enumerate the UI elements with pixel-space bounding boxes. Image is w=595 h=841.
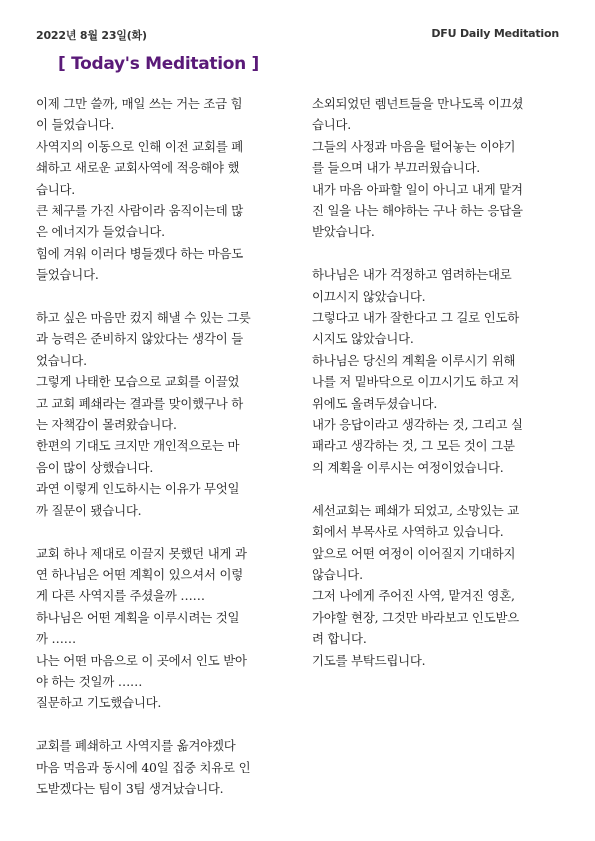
text-line: 이끄시지 않았습니다.: [312, 288, 426, 304]
text-line: 이제 그만 쓸까, 매일 쓰는 거는 조금 힘: [36, 96, 243, 111]
text-line: 는 자책감이 몰려왔습니다.: [36, 417, 177, 433]
text-line: 습니다.: [36, 181, 76, 197]
text-line: 과연 이렇게 인도하시는 이유가 무엇일: [36, 481, 240, 497]
text-line: 시지도 않았습니다.: [312, 331, 414, 347]
left-column: [36, 93, 286, 821]
text-line: 사역지의 이동으로 인해 이전 교회를 폐: [36, 138, 244, 154]
paragraph: [312, 93, 562, 243]
text-line: 도받겠다는 팀이 3팀 생겨났습니다.: [36, 780, 224, 796]
text-line: 질문하고 기도했습니다.: [36, 695, 162, 711]
text-line: 습니다.: [312, 117, 352, 133]
text-line: 그들의 사정과 마음을 털어놓는 이야기: [312, 138, 516, 154]
text-line: 게 다른 사역지를 주셨을까 ……: [36, 588, 205, 604]
text-line: 고 교회 폐쇄라는 결과를 맞이했구나 하: [36, 395, 244, 411]
text-line: 진 일을 나는 해야하는 구나 하는 응답을: [312, 203, 523, 219]
text-line: 앞으로 어떤 여정이 이어질지 기대하지: [312, 545, 516, 561]
text-line: 과 능력은 준비하지 않았다는 생각이 들: [36, 331, 244, 347]
page-title: [ Today's Meditation ]: [58, 54, 260, 74]
text-line: 받았습니다.: [312, 224, 375, 240]
text-line: 내가 응답이라고 생각하는 것, 그리고 실: [312, 417, 523, 433]
text-line: 내가 마음 아파할 일이 아니고 내게 맡겨: [312, 181, 523, 197]
text-line: 마음 먹음과 동시에 40일 집중 치유로 인: [36, 759, 251, 775]
text-line: 하나님은 당신의 계획을 이루시기 위해: [312, 352, 516, 368]
text-line: 까 질문이 됐습니다.: [36, 502, 142, 518]
paragraph: [36, 307, 286, 521]
paragraph: [36, 93, 286, 286]
text-line: 위에도 올려두셨습니다.: [312, 395, 438, 411]
text-line: 가야할 현장, 그것만 바라보고 인도받으: [312, 609, 520, 625]
text-line: 교회를 폐쇄하고 사역지를 옮겨야겠다: [36, 738, 236, 754]
text-line: 나를 저 밑바닥으로 이끄시기도 하고 저: [312, 374, 520, 390]
text-line: 음이 많이 상했습니다.: [36, 459, 154, 475]
text-line: 그렇게 나태한 모습으로 교회를 이끌었: [36, 374, 240, 390]
text-line: 패라고 생각하는 것, 그 모든 것이 그분: [312, 438, 515, 454]
text-line: 힘에 겨워 이러다 병들겠다 하는 마음도: [36, 245, 244, 261]
paragraph: [312, 500, 562, 671]
text-line: 들었습니다.: [36, 267, 99, 283]
text-line: 그렇다고 내가 잘한다고 그 길로 인도하: [312, 310, 520, 326]
right-column: [312, 93, 562, 692]
header-date: 2022년 8월 23일(화): [36, 29, 147, 42]
text-line: 기도를 부탁드립니다.: [312, 652, 426, 668]
text-line: 은 에너지가 들었습니다.: [36, 224, 165, 240]
header-brand: DFU Daily Meditation: [431, 27, 559, 40]
text-line: 하나님은 내가 걱정하고 염려하는대로: [312, 267, 512, 283]
text-line: 소외되었던 렘넌트들을 만나도록 이끄셨: [312, 96, 524, 111]
text-line: 회에서 부목사로 사역하고 있습니다.: [312, 524, 504, 540]
text-line: 이 들었습니다.: [36, 117, 115, 133]
text-line: 를 들으며 내가 부끄러웠습니다.: [312, 160, 480, 176]
paragraph: [312, 264, 562, 478]
text-line: 야 하는 것일까 ……: [36, 673, 143, 689]
text-line: 교회 하나 제대로 이끌지 못했던 내게 과: [36, 545, 247, 561]
text-line: 었습니다.: [36, 352, 87, 368]
text-line: 큰 체구를 가진 사람이라 움직이는데 많: [36, 203, 244, 219]
text-line: 나는 어떤 마음으로 이 곳에서 인도 받아: [36, 652, 247, 668]
text-line: 쇄하고 새로운 교회사역에 적응해야 했: [36, 160, 240, 176]
text-line: 않습니다.: [312, 566, 363, 582]
text-line: 그저 나에게 주어진 사역, 맡겨진 영혼,: [312, 588, 515, 604]
text-line: 연 하나님은 어떤 계획이 있으셔서 이렇: [36, 566, 244, 582]
text-line: 하나님은 어떤 계획을 이루시려는 것일: [36, 609, 240, 625]
text-line: 세선교회는 폐쇄가 되었고, 소망있는 교: [312, 502, 520, 518]
text-line: 한편의 기대도 크지만 개인적으로는 마: [36, 438, 240, 454]
text-line: 까 ……: [36, 631, 76, 647]
text-line: 의 계획을 이루시는 여정이었습니다.: [312, 459, 504, 475]
paragraph: [36, 735, 286, 799]
text-line: 려 합니다.: [312, 631, 367, 647]
text-line: 하고 싶은 마음만 컸지 해낼 수 있는 그릇: [36, 310, 251, 326]
paragraph: [36, 543, 286, 714]
